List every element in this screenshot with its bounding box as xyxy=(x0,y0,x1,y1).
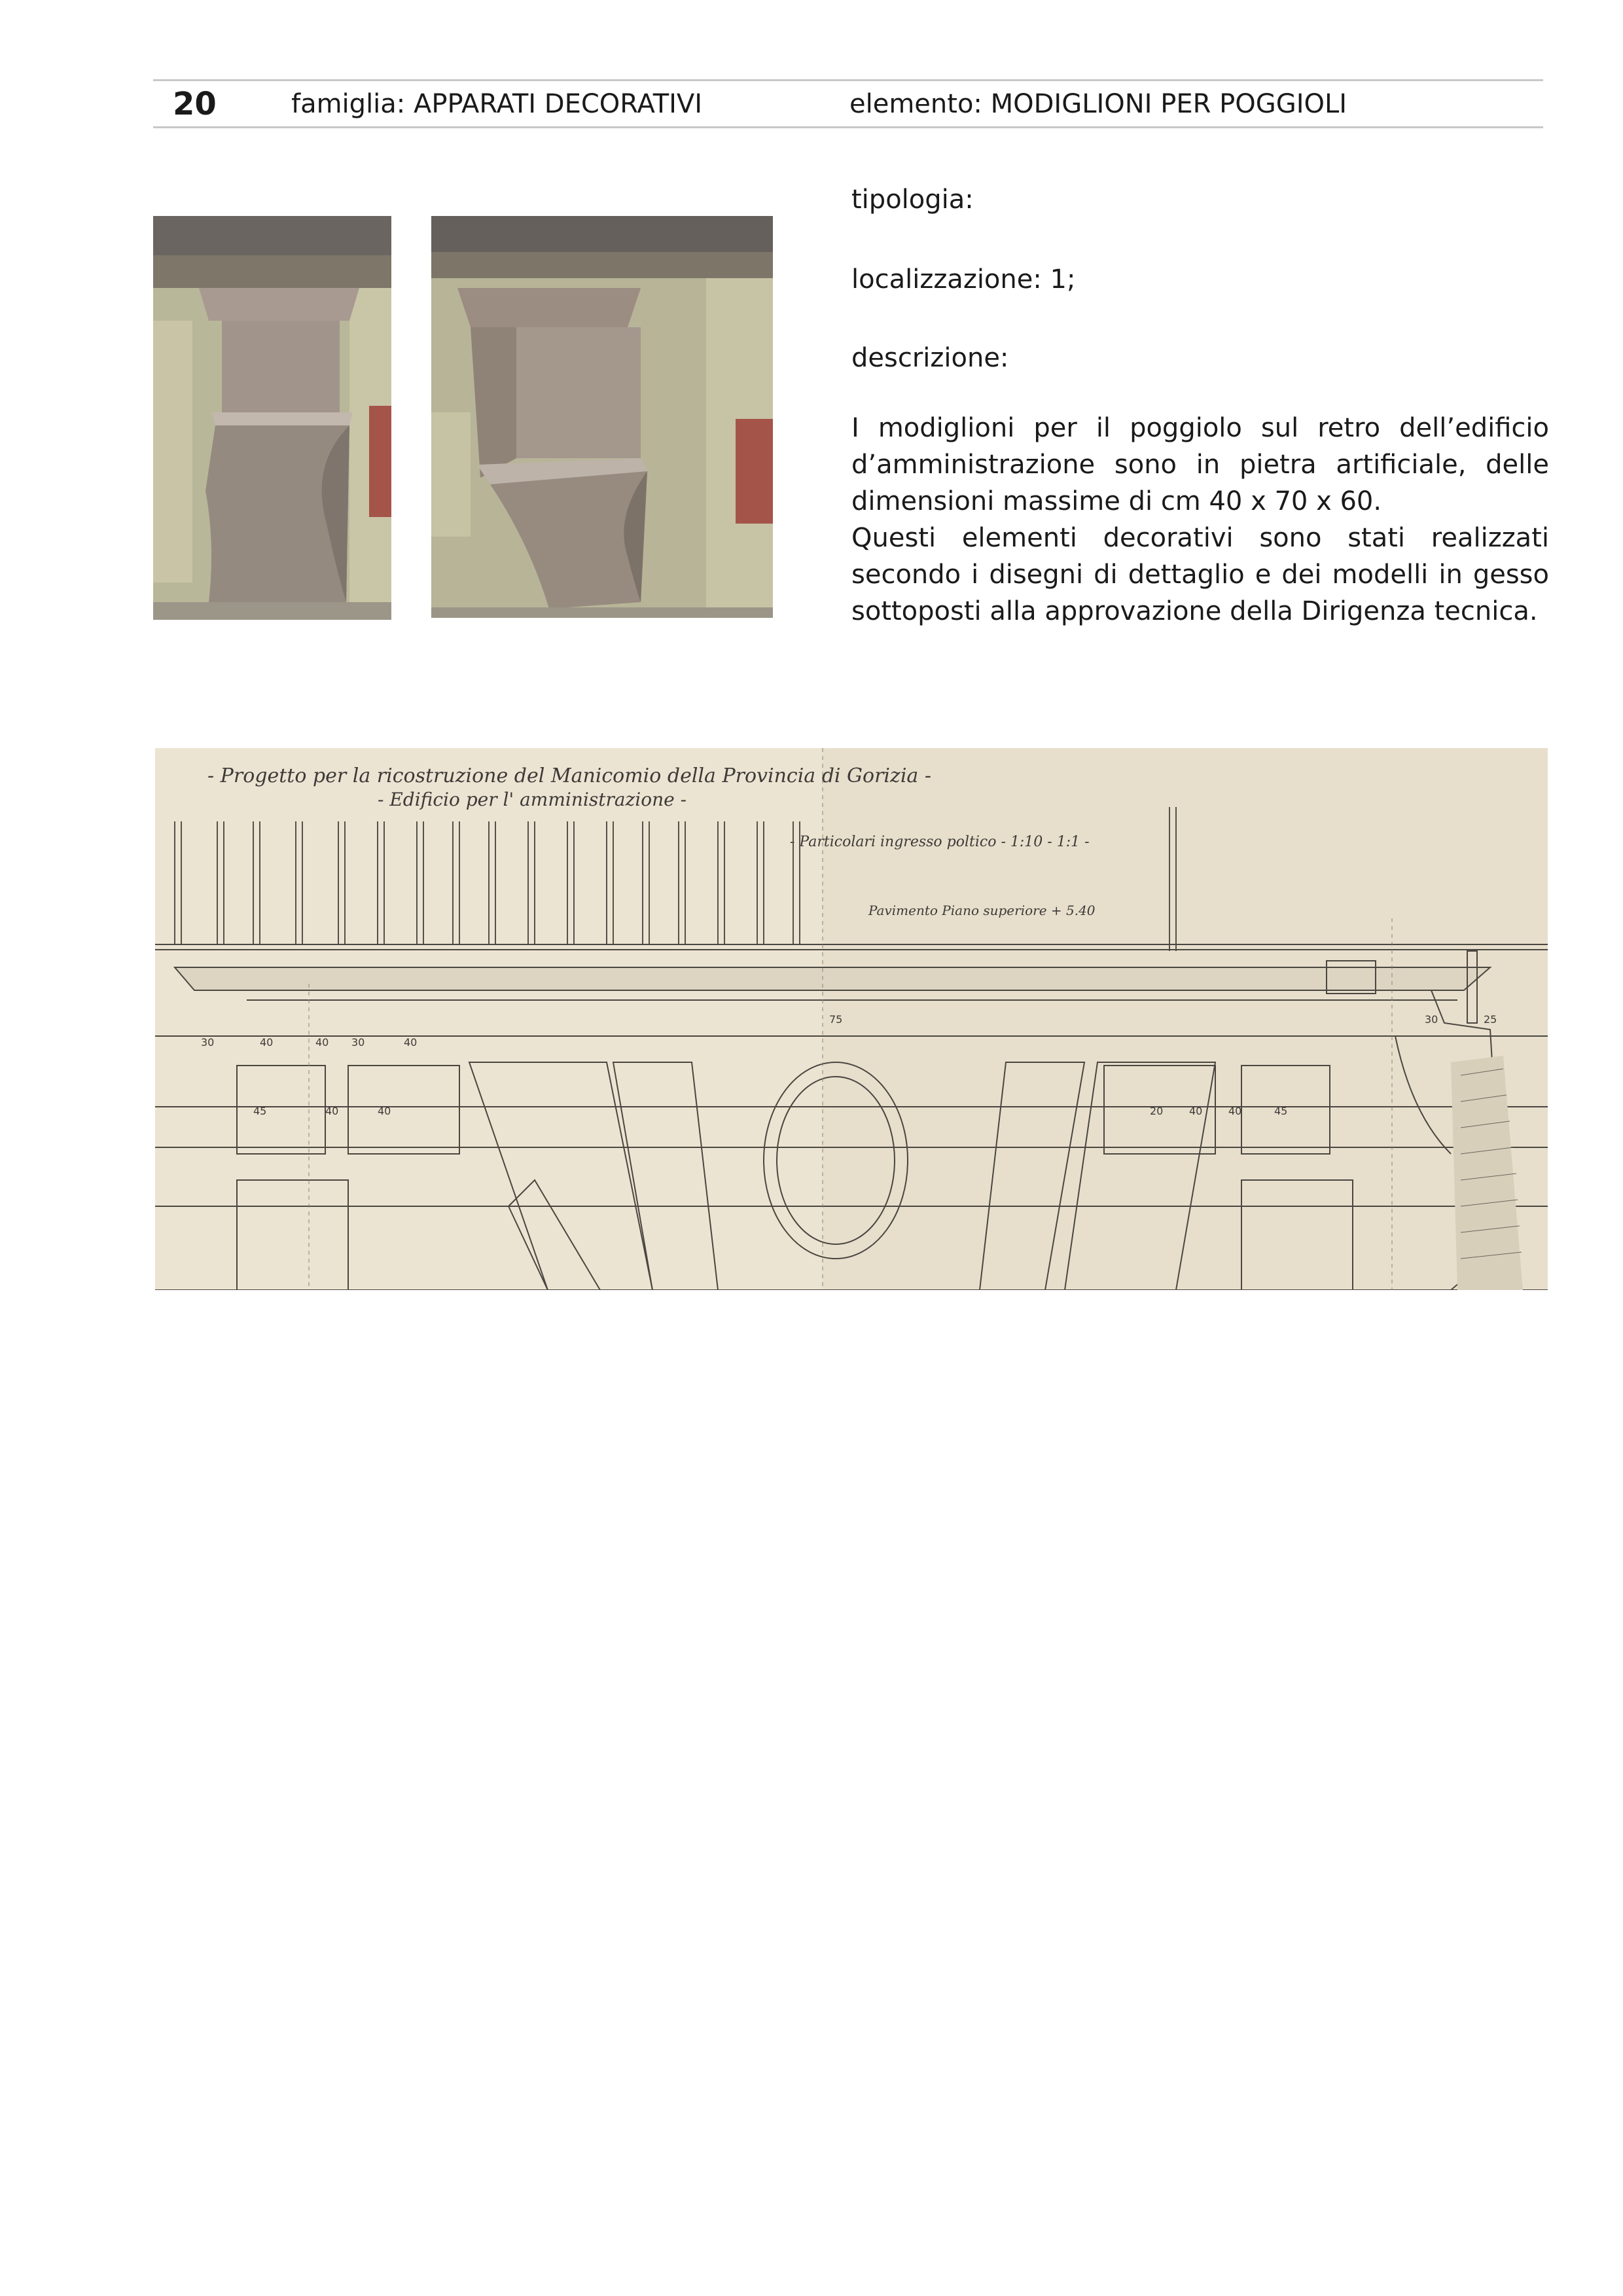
dim-5: 40 xyxy=(404,1036,418,1049)
dim-3: 40 xyxy=(315,1036,329,1049)
description-paragraph-1: I modiglioni per il poggiolo sul retro dell’edificio d’amministrazione sono in pietra artificiale, delle dimensioni massime di cm 40 x 70 x 60. xyxy=(851,413,1549,516)
famiglia-label: famiglia: APPARATI DECORATIVI xyxy=(291,89,703,119)
description-paragraph-2: Questi elementi decorativi sono stati realizzati secondo i disegni di dettaglio e dei modelli in gesso sottoposti alla approvazione della Dirigenza tecnica. xyxy=(851,523,1549,626)
dim-2: 40 xyxy=(260,1036,274,1049)
dim-8: 40 xyxy=(378,1105,391,1117)
dim-13: 45 xyxy=(1274,1105,1288,1117)
elemento-label: elemento: MODIGLIONI PER POGGIOLI xyxy=(849,89,1347,119)
dim-1: 30 xyxy=(201,1036,215,1049)
drawing-floor-note: Pavimento Piano superiore + 5.40 xyxy=(868,903,1096,918)
dim-7: 40 xyxy=(325,1105,339,1117)
localizzazione-label: localizzazione: 1; xyxy=(851,264,1076,295)
descrizione-label: descrizione: xyxy=(851,343,1009,373)
drawing-title-1: - Progetto per la ricostruzione del Manicomio della Provincia di Gorizia - xyxy=(207,764,931,787)
corbel-photo-side xyxy=(431,216,773,618)
technical-drawing xyxy=(155,748,1548,1290)
drawing-title-2: - Edificio per l' amministrazione - xyxy=(378,789,687,810)
description-text xyxy=(851,410,1549,630)
dim-15: 20 xyxy=(1150,1105,1164,1117)
dim-9: 75 xyxy=(829,1013,843,1026)
dim-12: 40 xyxy=(1228,1105,1242,1117)
dim-6: 45 xyxy=(253,1105,267,1117)
header-rule-bottom xyxy=(153,126,1543,128)
dim-11: 25 xyxy=(1484,1013,1497,1026)
dim-4: 30 xyxy=(351,1036,365,1049)
tipologia-label: tipologia: xyxy=(851,185,974,215)
page-number: 20 xyxy=(173,86,217,122)
dim-10: 30 xyxy=(1425,1013,1438,1026)
dim-14: 40 xyxy=(1189,1105,1203,1117)
drawing-subtitle: - Particolari ingresso poltico - 1:10 - 1:1 - xyxy=(790,834,1090,850)
corbel-photo-front xyxy=(153,216,391,620)
header-rule-top xyxy=(153,79,1543,81)
